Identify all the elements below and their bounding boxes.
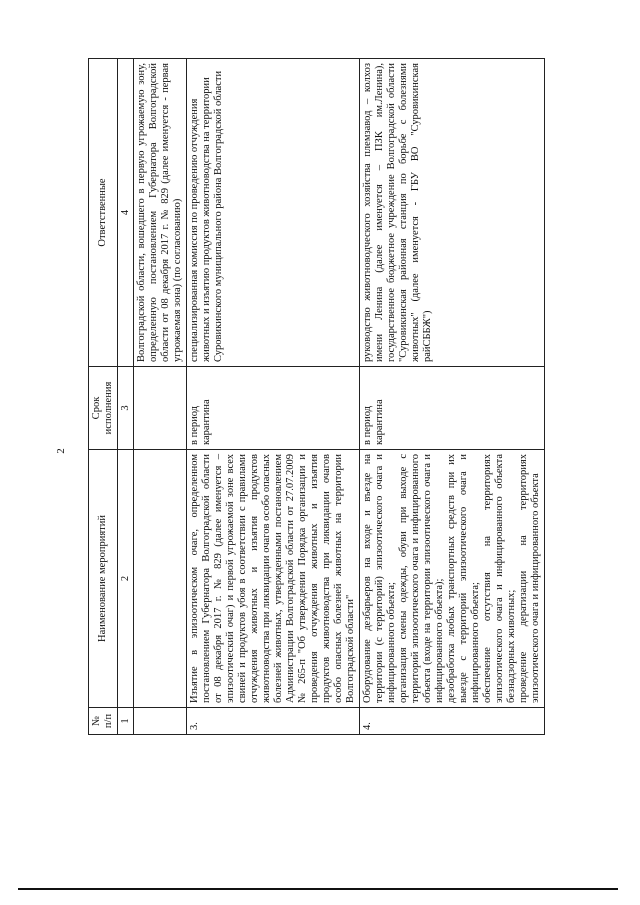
continued-resp-cell: Волгоградской области, вошедшего в первую угрожаемую зону, определенную постановлением Губернатора Волгоградской области от 08 декабря 2017 г. № 829 (далее именуется - первая угрожаемая зона) (по согласованию): [134, 59, 187, 367]
col-number-2: 2: [118, 450, 134, 708]
footer-rule: [18, 888, 618, 890]
continued-row: [134, 59, 187, 735]
table-row: [187, 59, 360, 735]
row-name-line: дезобработка любых транспортных средств при их выезде с территорий эпизоотического очага и инфицированного объекта;: [446, 454, 481, 703]
row-num: 4.: [360, 708, 545, 735]
row-resp: специализированная комиссия по проведению отчуждения животных и изъятию продуктов животноводства на территории Суровикинского муниципального района Волгоградской области: [187, 59, 360, 367]
col-number-1: 1: [118, 708, 134, 735]
row-term: в период карантина: [360, 367, 545, 450]
col-number-4: 4: [118, 59, 134, 367]
page-number: 2: [54, 448, 67, 454]
column-number-row: [118, 59, 134, 735]
table-header-row: [89, 59, 118, 735]
measures-table: [88, 58, 545, 735]
header-term: Срок исполнения: [89, 367, 118, 450]
row-num: 3.: [187, 708, 360, 735]
row-name: [360, 450, 545, 708]
header-num: № п/п: [89, 708, 118, 735]
row-resp: руководство животноводческого хозяйства племзавод – колхоз имени Ленина (далее именуется – ПЗК им.Ленина), государственное бюджетное учреждение Волгоградской области "Суровикинская районная станция по борьбе с болезнями животных" (далее именуется - ГБУ ВО "Суровикинская райСББЖ"): [360, 59, 545, 367]
row-name-line: обеспечение отсутствия на территориях эпизоотического очага и инфицированного объекта безнадзорных животных;: [482, 454, 517, 703]
row-name: Изъятие в эпизоотическом очаге, определенном постановлением Губернатора Волгоградской области от 08 декабря 2017 г. № 829 (далее именуется – эпизоотический очаг) и первой угрожаемой зоне всех свиней и продуктов убоя в соответствии с правилами отчуждения животных и изъятия продуктов животноводства при ликвидации очагов особо опасных болезней животных, утвержденными постановлением Администрации Волгоградской области от 27.07.2009 № 265-п "Об утверждении Порядка организации и проведения отчуждения животных и изъятия продуктов животноводства при ликвидации очагов особо опасных болезней животных на территории Волгоградской области": [187, 450, 360, 708]
col-number-3: 3: [118, 367, 134, 450]
header-resp: Ответственные: [89, 59, 118, 367]
header-name: Наименование мероприятий: [89, 450, 118, 708]
row-name-line: Оборудование дезбарьеров на входе и въезде на территории (с территорий) эпизоотического очага и инфицированного объекта;: [362, 454, 397, 703]
table-row: [360, 59, 545, 735]
row-term: в период карантина: [187, 367, 360, 450]
row-name-line: организация смены одежды, обуви при выходе с территорий эпизоотического очага и инфицированного объекта (входе на территории эпизоотического очага и инфицированного объекта);: [398, 454, 445, 703]
row-name-line: проведение дератизации на территориях эпизоотического очага и инфицированного объекта: [518, 454, 541, 703]
